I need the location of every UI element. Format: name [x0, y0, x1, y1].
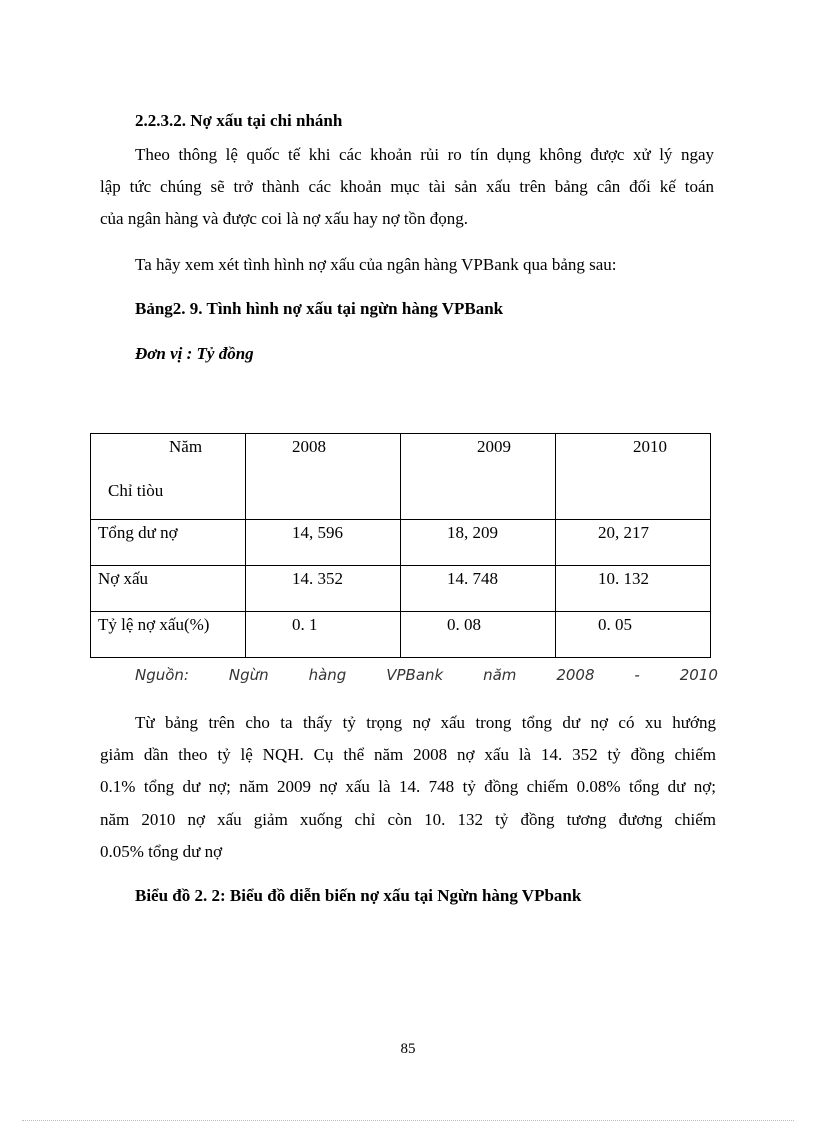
- source-word: VPBank: [386, 666, 444, 684]
- row-value: 0. 1: [246, 612, 401, 658]
- row-value: 0. 08: [401, 612, 556, 658]
- row-label: Nợ xấu: [91, 566, 246, 612]
- analysis-line: 0.1% tổng dư nợ; năm 2009 nợ xấu là 14. 748 tỷ đồng chiếm 0.08% tổng dư nợ;: [100, 777, 716, 796]
- header-corner-cell: [91, 434, 246, 520]
- header-indicator-label: Chỉ tiòu: [108, 481, 164, 500]
- row-value: 20, 217: [556, 520, 711, 566]
- source-word: -: [634, 666, 640, 684]
- table-header-row: [91, 434, 711, 520]
- row-value: 10. 132: [556, 566, 711, 612]
- table-row: [91, 612, 711, 658]
- analysis-line: năm 2010 nợ xấu giảm xuống chỉ còn 10. 132 tỷ đồng tương đương chiếm: [100, 810, 716, 829]
- unit-label: Đơn vị : Tỷ đồng: [135, 344, 254, 363]
- bad-debt-table: [90, 433, 711, 658]
- source-word: Ngừn: [228, 666, 269, 684]
- source-word: 2008: [556, 666, 595, 684]
- source-word: hàng: [308, 666, 347, 684]
- row-label: Tổng dư nợ: [91, 520, 246, 566]
- source-word: năm: [483, 666, 517, 684]
- analysis-line: Từ bảng trên cho ta thấy tỷ trọng nợ xấu trong tổng dư nợ có xu hướng: [135, 713, 716, 732]
- table-caption: Bảng2. 9. Tình hình nợ xấu tại ngừn hàng VPBank: [135, 299, 504, 318]
- table-row: [91, 520, 711, 566]
- source-word: Nguồn:: [135, 666, 189, 684]
- page-bottom-divider: [22, 1120, 794, 1121]
- table-source: [135, 666, 718, 684]
- header-year-cell: 2008: [246, 434, 401, 520]
- source-word: 2010: [679, 666, 718, 684]
- intro-line: lập tức chúng sẽ trở thành các khoản mục tài sản xấu trên bảng cân đối kế toán: [100, 177, 714, 196]
- header-year-label: Năm: [169, 437, 203, 456]
- table-row: [91, 566, 711, 612]
- intro-paragraph: [135, 145, 714, 177]
- row-value: 14, 596: [246, 520, 401, 566]
- row-value: 14. 352: [246, 566, 401, 612]
- row-label: Tỷ lệ nợ xấu(%): [91, 612, 246, 658]
- section-heading: 2.2.3.2. Nợ xấu tại chi nhánh: [135, 111, 343, 130]
- analysis-line: 0.05% tổng dư nợ: [100, 842, 223, 861]
- header-year-cell: 2010: [556, 434, 711, 520]
- chart-caption: Biểu đồ 2. 2: Biểu đồ diễn biến nợ xấu tại Ngừn hàng VPbank: [135, 886, 582, 905]
- row-value: 18, 209: [401, 520, 556, 566]
- analysis-line: giảm dần theo tỷ lệ NQH. Cụ thể năm 2008 nợ xấu là 14. 352 tỷ đồng chiếm: [100, 745, 716, 764]
- page-number: 85: [400, 1041, 416, 1057]
- intro-line: Theo thông lệ quốc tế khi các khoản rủi ro tín dụng không được xử lý ngay: [135, 145, 714, 164]
- row-value: 0. 05: [556, 612, 711, 658]
- intro-line: của ngân hàng và được coi là nợ xấu hay nợ tồn đọng.: [100, 209, 469, 228]
- header-year-cell: 2009: [401, 434, 556, 520]
- table-intro: Ta hãy xem xét tình hình nợ xấu của ngân hàng VPBank qua bảng sau:: [135, 255, 617, 274]
- row-value: 14. 748: [401, 566, 556, 612]
